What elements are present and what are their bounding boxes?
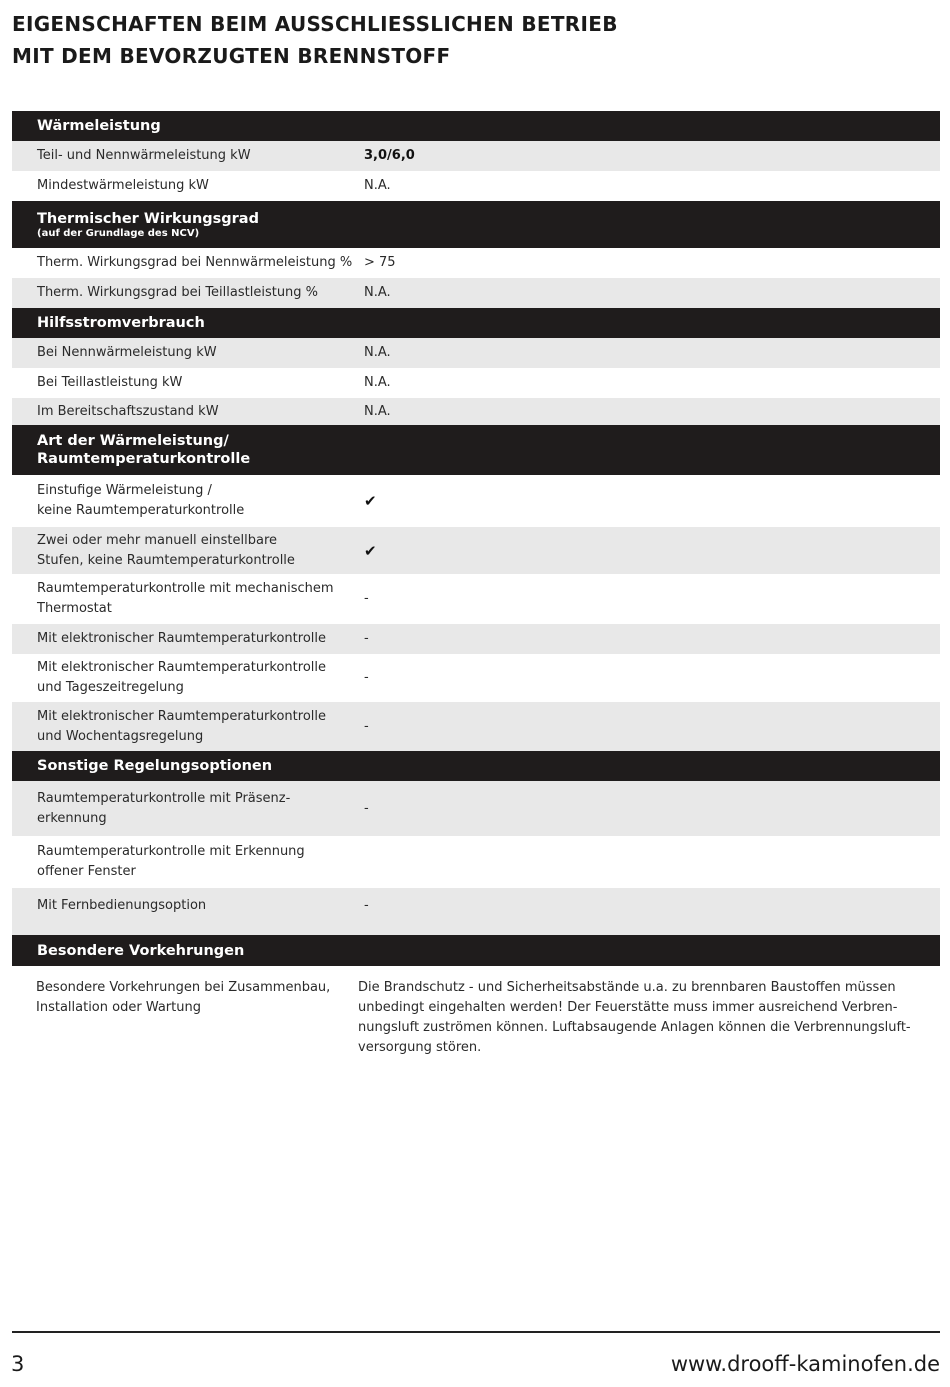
row-label: Mindestwärmeleistung kW bbox=[37, 178, 209, 193]
table-row bbox=[12, 574, 940, 624]
row-label: Therm. Wirkungsgrad bei Nennwärmeleistung % bbox=[37, 255, 353, 270]
row-value: N.A. bbox=[364, 375, 391, 390]
table-row bbox=[12, 527, 940, 574]
row-label: Einstufige Wärmeleistung / keine Raumtemperaturkontrolle bbox=[37, 483, 245, 518]
special-precautions bbox=[12, 978, 940, 1058]
row-label: Bei Teillastleistung kW bbox=[37, 375, 183, 390]
table-row bbox=[12, 475, 940, 527]
row-label: Bei Nennwärmeleistung kW bbox=[37, 345, 217, 360]
section-header-waermeleistung: Wärmeleistung bbox=[12, 111, 940, 141]
row-label: Raumtemperaturkontrolle mit Präsenz- erkennung bbox=[37, 790, 291, 826]
row-value: 3,0/6,0 bbox=[364, 148, 415, 163]
row-value: - bbox=[364, 670, 369, 685]
row-label: Mit Fernbedienungsoption bbox=[37, 898, 207, 913]
row-value: - bbox=[364, 631, 369, 646]
section-header-hilfsstrom: Hilfsstromverbrauch bbox=[12, 308, 940, 338]
row-label: Mit elektronischer Raumtemperaturkontrolle und Tageszeitregelung bbox=[37, 660, 326, 695]
row-label: Raumtemperaturkontrolle mit mechanischem Thermostat bbox=[37, 581, 334, 616]
row-value: - bbox=[364, 591, 369, 606]
table-row bbox=[12, 338, 940, 368]
table-row bbox=[12, 368, 940, 398]
table-row bbox=[12, 624, 940, 654]
page-number: 3 bbox=[11, 1352, 25, 1376]
title-line-2: MIT DEM BEVORZUGTEN BRENNSTOFF bbox=[12, 44, 451, 68]
table-row bbox=[12, 781, 940, 836]
row-label: Raumtemperaturkontrolle mit Erkennung offener Fenster bbox=[37, 844, 305, 879]
table-row bbox=[12, 654, 940, 702]
row-label: Mit elektronischer Raumtemperaturkontrolle und Wochentagsregelung bbox=[37, 708, 326, 744]
website-link[interactable]: www.drooff-kaminofen.de bbox=[670, 1352, 940, 1376]
row-label: Teil- und Nennwärmeleistung kW bbox=[37, 148, 251, 163]
table-row bbox=[12, 278, 940, 308]
table-row bbox=[12, 888, 940, 935]
precautions-text: Die Brandschutz - und Sicherheitsabstände u.a. zu brennbaren Baustoffen müssen unbedingt eingehalten werden! Der Feuerstätte muss immer ausreichend Verbren- nungsluft zuströmen können. Luftabsaugende Anlagen können die Verbrennungsluft- versorgung stören. bbox=[358, 980, 911, 1055]
table-row bbox=[12, 171, 940, 201]
specs-table bbox=[12, 111, 940, 966]
row-value: > 75 bbox=[364, 255, 396, 270]
row-label: Besondere Vorkehrungen bei Zusammenbau, Installation oder Wartung bbox=[36, 980, 331, 1015]
section-header-wirkungsgrad: Thermischer Wirkungsgrad (auf der Grundlage des NCV) bbox=[12, 201, 940, 248]
page-title bbox=[12, 8, 618, 72]
row-label: Mit elektronischer Raumtemperaturkontrolle bbox=[37, 631, 326, 646]
row-value: - bbox=[364, 718, 369, 734]
table-row bbox=[12, 141, 940, 171]
title-line-1: EIGENSCHAFTEN BEIM AUSSCHLIESSLICHEN BETRIEB bbox=[12, 12, 618, 36]
row-label: Zwei oder mehr manuell einstellbare Stufen, keine Raumtemperaturkontrolle bbox=[37, 532, 295, 568]
section-header-besondere: Besondere Vorkehrungen bbox=[12, 935, 940, 966]
footer-divider bbox=[12, 1331, 940, 1333]
row-value: N.A. bbox=[364, 403, 391, 419]
checkmark-icon: ✔ bbox=[364, 541, 377, 560]
row-value: - bbox=[364, 800, 369, 816]
table-row bbox=[12, 398, 940, 425]
row-value: N.A. bbox=[364, 345, 391, 360]
row-value: N.A. bbox=[364, 285, 391, 300]
row-label: Im Bereitschaftszustand kW bbox=[37, 403, 219, 419]
section-header-art: Art der Wärmeleistung/ Raumtemperaturkontrolle bbox=[12, 425, 940, 475]
checkmark-icon: ✔ bbox=[364, 492, 377, 510]
section-header-sonstige: Sonstige Regelungsoptionen bbox=[12, 751, 940, 781]
table-row bbox=[12, 248, 940, 278]
table-row bbox=[12, 702, 940, 751]
row-value: N.A. bbox=[364, 178, 391, 193]
row-label: Therm. Wirkungsgrad bei Teillastleistung % bbox=[37, 285, 319, 300]
row-value: - bbox=[364, 898, 369, 913]
table-row bbox=[12, 836, 940, 888]
